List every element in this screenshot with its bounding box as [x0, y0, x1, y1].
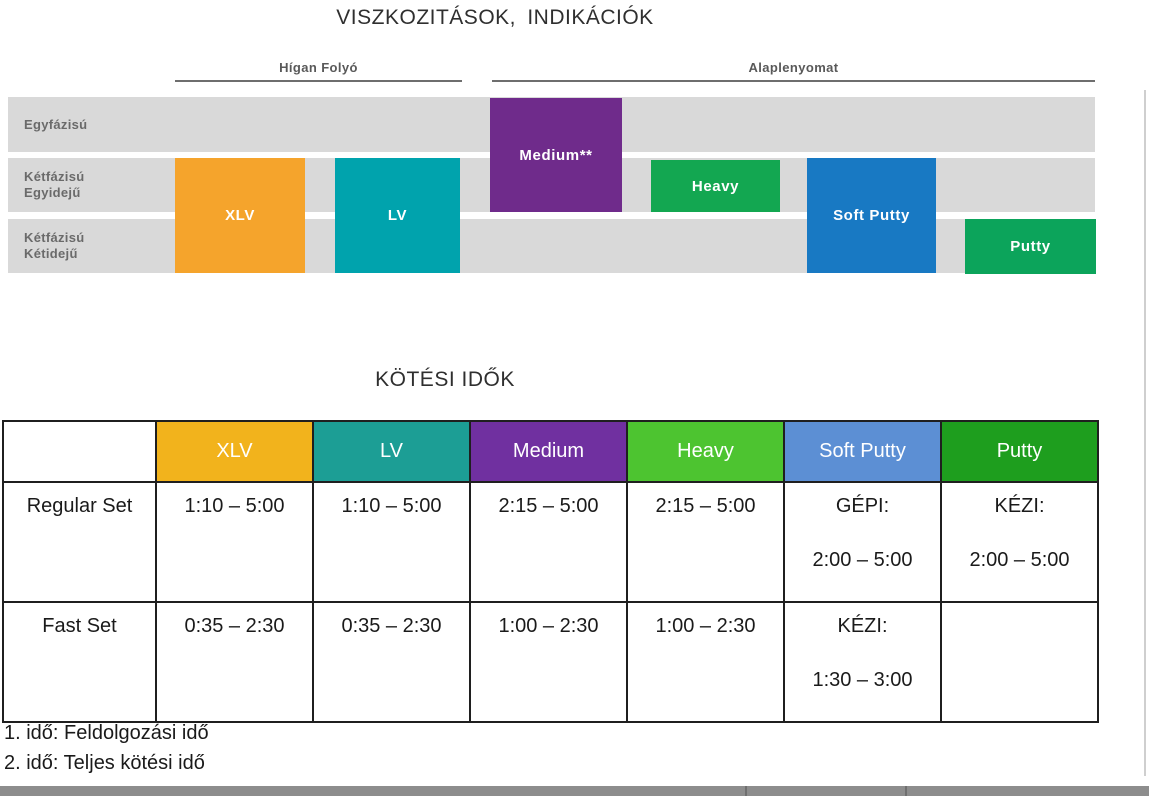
column-header-medium: Medium: [471, 422, 628, 483]
group-underline: [175, 80, 462, 82]
phase-row-label: Kétfázisú Kétidejű: [24, 230, 85, 261]
block-label: Putty: [1010, 238, 1051, 255]
column-header-xlv: XLV: [157, 422, 314, 483]
next-page-edge-bar: [0, 786, 1149, 796]
viscosity-block-soft-putty: [807, 158, 936, 273]
viscosity-block-putty: [965, 219, 1096, 274]
group-underline: [492, 80, 1095, 82]
edge-bar-mark: [745, 786, 747, 796]
viscosity-block-heavy: [651, 160, 780, 212]
table-cell-fast-putty: [942, 603, 1099, 723]
column-header-lv: LV: [314, 422, 471, 483]
footnote-1: 1. idő: Feldolgozási idő: [4, 722, 209, 744]
block-label: Soft Putty: [833, 207, 910, 224]
page-title: VISZKOZITÁSOK, INDIKÁCIÓK: [336, 6, 654, 29]
block-label: LV: [387, 207, 408, 224]
phase-row-label: Kétfázisú Egyidejű: [24, 169, 85, 200]
row-header-regular-set: Regular Set: [4, 483, 157, 603]
table-cell-fast-heavy: 1:00 – 2:30: [628, 603, 785, 723]
viscosity-block-xlv: [175, 158, 305, 273]
table-cell-fast-lv: 0:35 – 2:30: [314, 603, 471, 723]
footnote-2: 2. idő: Teljes kötési idő: [4, 752, 205, 774]
group-higan-folyo: [175, 60, 462, 82]
page-edge-line: [1144, 90, 1146, 776]
column-header-putty: Putty: [942, 422, 1099, 483]
setting-times-table: [2, 420, 1099, 723]
block-label: Heavy: [691, 177, 740, 195]
column-header-soft-putty: Soft Putty: [785, 422, 942, 483]
table-cell-fast-medium: 1:00 – 2:30: [471, 603, 628, 723]
table-cell-regular-lv: 1:10 – 5:00: [314, 483, 471, 603]
group-alaplenyomat: [492, 60, 1095, 82]
column-header-heavy: Heavy: [628, 422, 785, 483]
table-cell-regular-xlv: 1:10 – 5:00: [157, 483, 314, 603]
group-label-alaplenyomat: Alaplenyomat: [748, 60, 839, 75]
table-cell-regular-putty: KÉZI: 2:00 – 5:00: [942, 483, 1099, 603]
block-label: XLV: [225, 207, 255, 224]
table-cell-regular-heavy: 2:15 – 5:00: [628, 483, 785, 603]
edge-bar-mark: [905, 786, 907, 796]
group-label-higan-folyo: Hígan Folyó: [279, 60, 358, 75]
viscosity-block-lv: [335, 158, 460, 273]
table-corner-cell: [4, 422, 157, 483]
table-title: KÖTÉSI IDŐK: [375, 368, 515, 391]
table-cell-regular-medium: 2:15 – 5:00: [471, 483, 628, 603]
phase-row-label: Egyfázisú: [24, 116, 88, 132]
row-header-fast-set: Fast Set: [4, 603, 157, 723]
viscosity-block-medium: [490, 98, 622, 212]
table-cell-regular-soft-putty: GÉPI: 2:00 – 5:00: [785, 483, 942, 603]
table-cell-fast-soft-putty: KÉZI: 1:30 – 3:00: [785, 603, 942, 723]
table-cell-fast-xlv: 0:35 – 2:30: [157, 603, 314, 723]
block-label: Medium**: [519, 146, 593, 164]
